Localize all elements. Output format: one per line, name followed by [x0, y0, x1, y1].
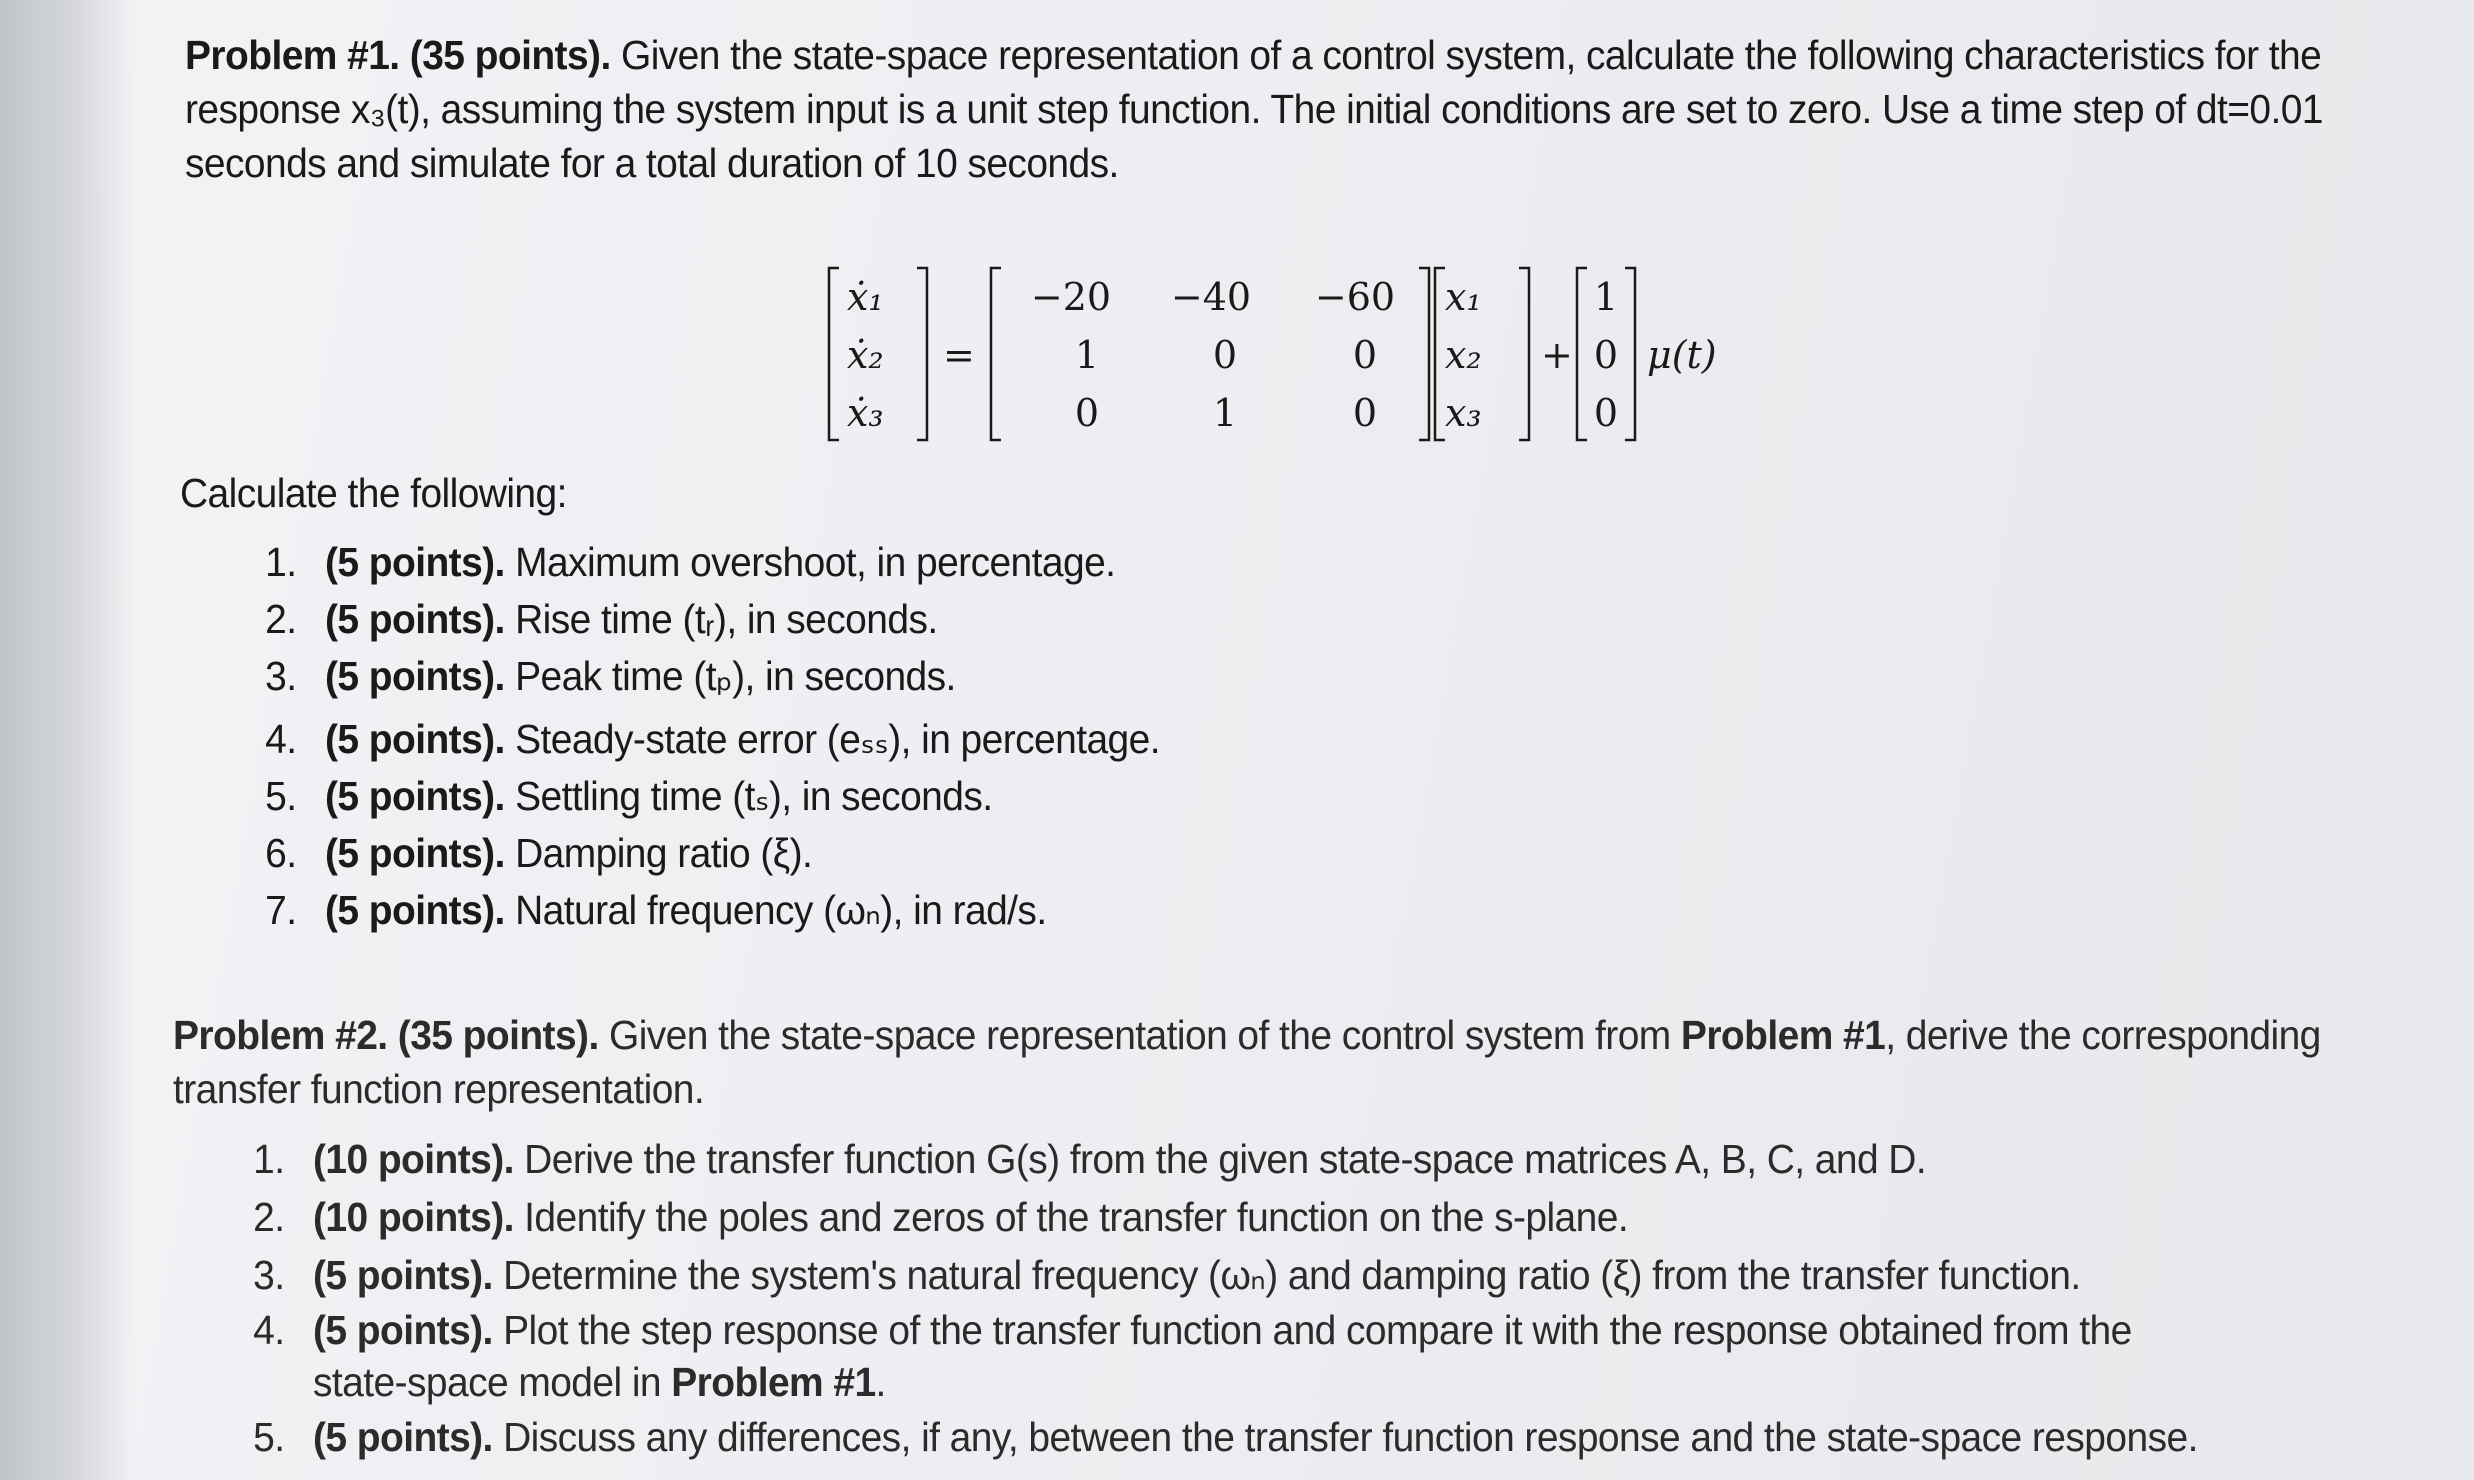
list-item: 1. (5 points). Maximum overshoot, in percentage. — [265, 539, 1116, 585]
a-22: 0 — [1212, 333, 1238, 377]
list-item: 1. (10 points). Derive the transfer function G(s) from the given state-space matrices A, B, C, and D. — [253, 1136, 1927, 1182]
lhs-x3dot: ẋ₃ — [847, 391, 884, 435]
a-21: 1 — [1074, 333, 1100, 377]
problem1-paragraph — [185, 28, 2408, 190]
calc-heading: Calculate the following: — [180, 470, 567, 516]
equals-sign: = — [943, 333, 975, 377]
a-23: 0 — [1352, 333, 1378, 377]
problem2-ref: Problem #1 — [1680, 1012, 1886, 1058]
list-item: 4. (5 points). Plot the step response of the transfer function and compare it with the response obtained from the state-space model in Problem #1. — [253, 1307, 2132, 1405]
problem2-paragraph: Problem #2. (35 points). Given the state-space representation of the control system from Problem #1, derive the corresponding transfer function representation. — [173, 1012, 2321, 1112]
list-item: 3. (5 points). Peak time (tₚ), in seconds. — [265, 653, 956, 699]
list-item: 3. (5 points). Determine the system's natural frequency (ωₙ) and damping ratio (ξ) from the transfer function. — [253, 1252, 2081, 1298]
lhs-x2dot: ẋ₂ — [847, 333, 884, 377]
a-31: 0 — [1074, 391, 1100, 435]
state-x1: x₁ — [1445, 275, 1482, 319]
plus-sign: + — [1541, 333, 1573, 377]
problem1-list — [265, 534, 1204, 939]
b-3: 0 — [1593, 391, 1619, 435]
problem2-points: (35 points). — [397, 1012, 599, 1058]
state-x3: x₃ — [1445, 391, 1482, 435]
b-2: 0 — [1593, 333, 1619, 377]
input-mu: μ(t) — [1647, 333, 1717, 377]
a-33: 0 — [1352, 391, 1378, 435]
list-item: 2. (5 points). Rise time (tᵣ), in seconds. — [265, 596, 938, 642]
problem1-text: Given the state-space representation of a control system, calculate the following characteristics for the response x₃(t), assuming the system input is a unit step function. The initial conditions are set to zero. Use a time step of dt=0.01 seconds and simulate for a total duration of 10 seconds. — [185, 32, 2323, 186]
list-item: 7. (5 points). Natural frequency (ωₙ), in rad/s. — [265, 887, 1047, 933]
problem1-points: (35 points). — [409, 32, 611, 78]
state-space-equation — [825, 258, 1945, 448]
a-13: −60 — [1314, 275, 1396, 319]
a-32: 1 — [1212, 391, 1238, 435]
list-item: 5. (5 points). Settling time (tₛ), in seconds. — [265, 773, 993, 819]
document-page — [173, 28, 2425, 1460]
state-x2: x₂ — [1445, 333, 1482, 377]
list-item: 2. (10 points). Identify the poles and zeros of the transfer function on the s-plane. — [253, 1194, 1629, 1240]
problem1-title: Problem #1. — [185, 32, 400, 78]
problem2-list — [253, 1130, 2297, 1466]
list-item: 6. (5 points). Damping ratio (ξ). — [265, 830, 813, 876]
a-11: −20 — [1030, 275, 1112, 319]
list-item: 5. (5 points). Discuss any differences, if any, between the transfer function response and the state-space response. — [253, 1414, 2198, 1460]
lhs-x1dot: ẋ₁ — [847, 275, 884, 319]
a-12: −40 — [1170, 275, 1252, 319]
page-edge-shadow — [0, 0, 135, 1480]
problem2-title: Problem #2. — [173, 1012, 388, 1058]
list-item: 4. (5 points). Steady-state error (eₛₛ), in percentage. — [265, 716, 1161, 762]
b-1: 1 — [1593, 275, 1619, 319]
